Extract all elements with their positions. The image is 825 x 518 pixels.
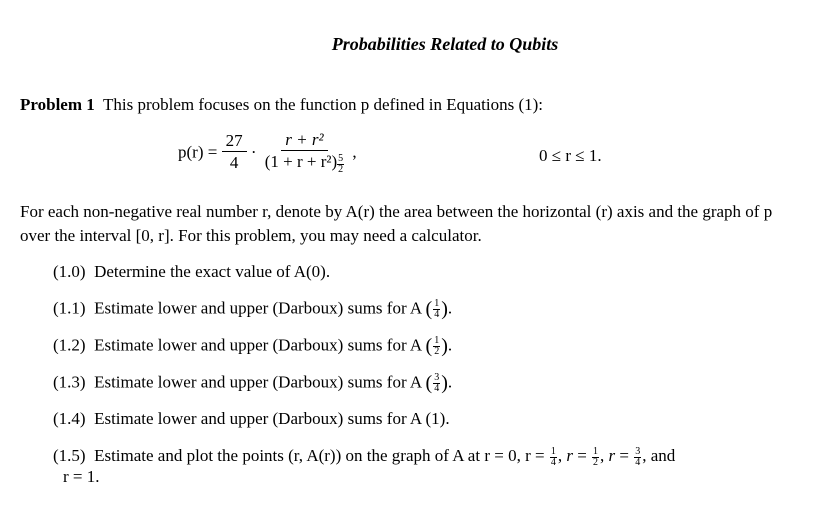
exponent-fraction: $\frac{5}{2}$ [338, 152, 344, 175]
main-fraction: r + r² (1 + r + r²) $\frac{5}{2}$ [264, 130, 344, 175]
fraction: $\frac{1}{2}$ [434, 335, 440, 357]
item-1-3: (1.3) Estimate lower and upper (Darboux) sums for A ( $\frac{3}{4}$ ). [53, 372, 453, 394]
item-1-0: (1.0) Determine the exact value of A(0). [53, 262, 331, 281]
problem-intro-text: This problem focuses on the function p defined in Equations (1): [102, 95, 543, 114]
page-title: Probabilities Related to Qubits [331, 34, 559, 54]
problem-label: Problem 1 [20, 95, 95, 114]
equation-1: p(r) = $\frac{27}{4}$ · r + r² (1 + r + r²) $\frac{5}{2}$ , [178, 130, 357, 175]
item-1-4: (1.4) Estimate lower and upper (Darboux) sums for A (1). [53, 409, 450, 428]
fraction: $\frac{3}{4}$ [434, 372, 440, 394]
equation-range: 0 ≤ r ≤ 1. [539, 146, 602, 165]
denominator-base: (1 + r + r²) [264, 152, 338, 172]
equation-lhs: p(r) = [178, 142, 218, 162]
fraction: $\frac{1}{4}$ [434, 298, 440, 320]
problem-paragraph: For each non-negative real number r, denote by A(r) the area between the horizontal (r) axis and the graph of p over the interval [0, r]. For this problem, you may need a calculator. [20, 202, 773, 245]
problem-intro [20, 95, 543, 115]
coefficient-fraction: $\frac{27}{4}$ [222, 131, 247, 174]
item-1-2: (1.2) Estimate lower and upper (Darboux) sums for A ( $\frac{1}{2}$ ). [53, 335, 453, 357]
item-1-1: (1.1) Estimate lower and upper (Darboux) sums for A ( $\frac{1}{4}$ ). [53, 298, 453, 320]
item-1-5: (1.5) Estimate and plot the points (r, A(r)) on the graph of A at r = 0, r = $\frac{1}{4}$ , r = $\frac{1}{2}$ , r = $\frac{3}{4}$ , and [53, 445, 676, 468]
item-1-5-cont: r = 1. [63, 467, 100, 486]
